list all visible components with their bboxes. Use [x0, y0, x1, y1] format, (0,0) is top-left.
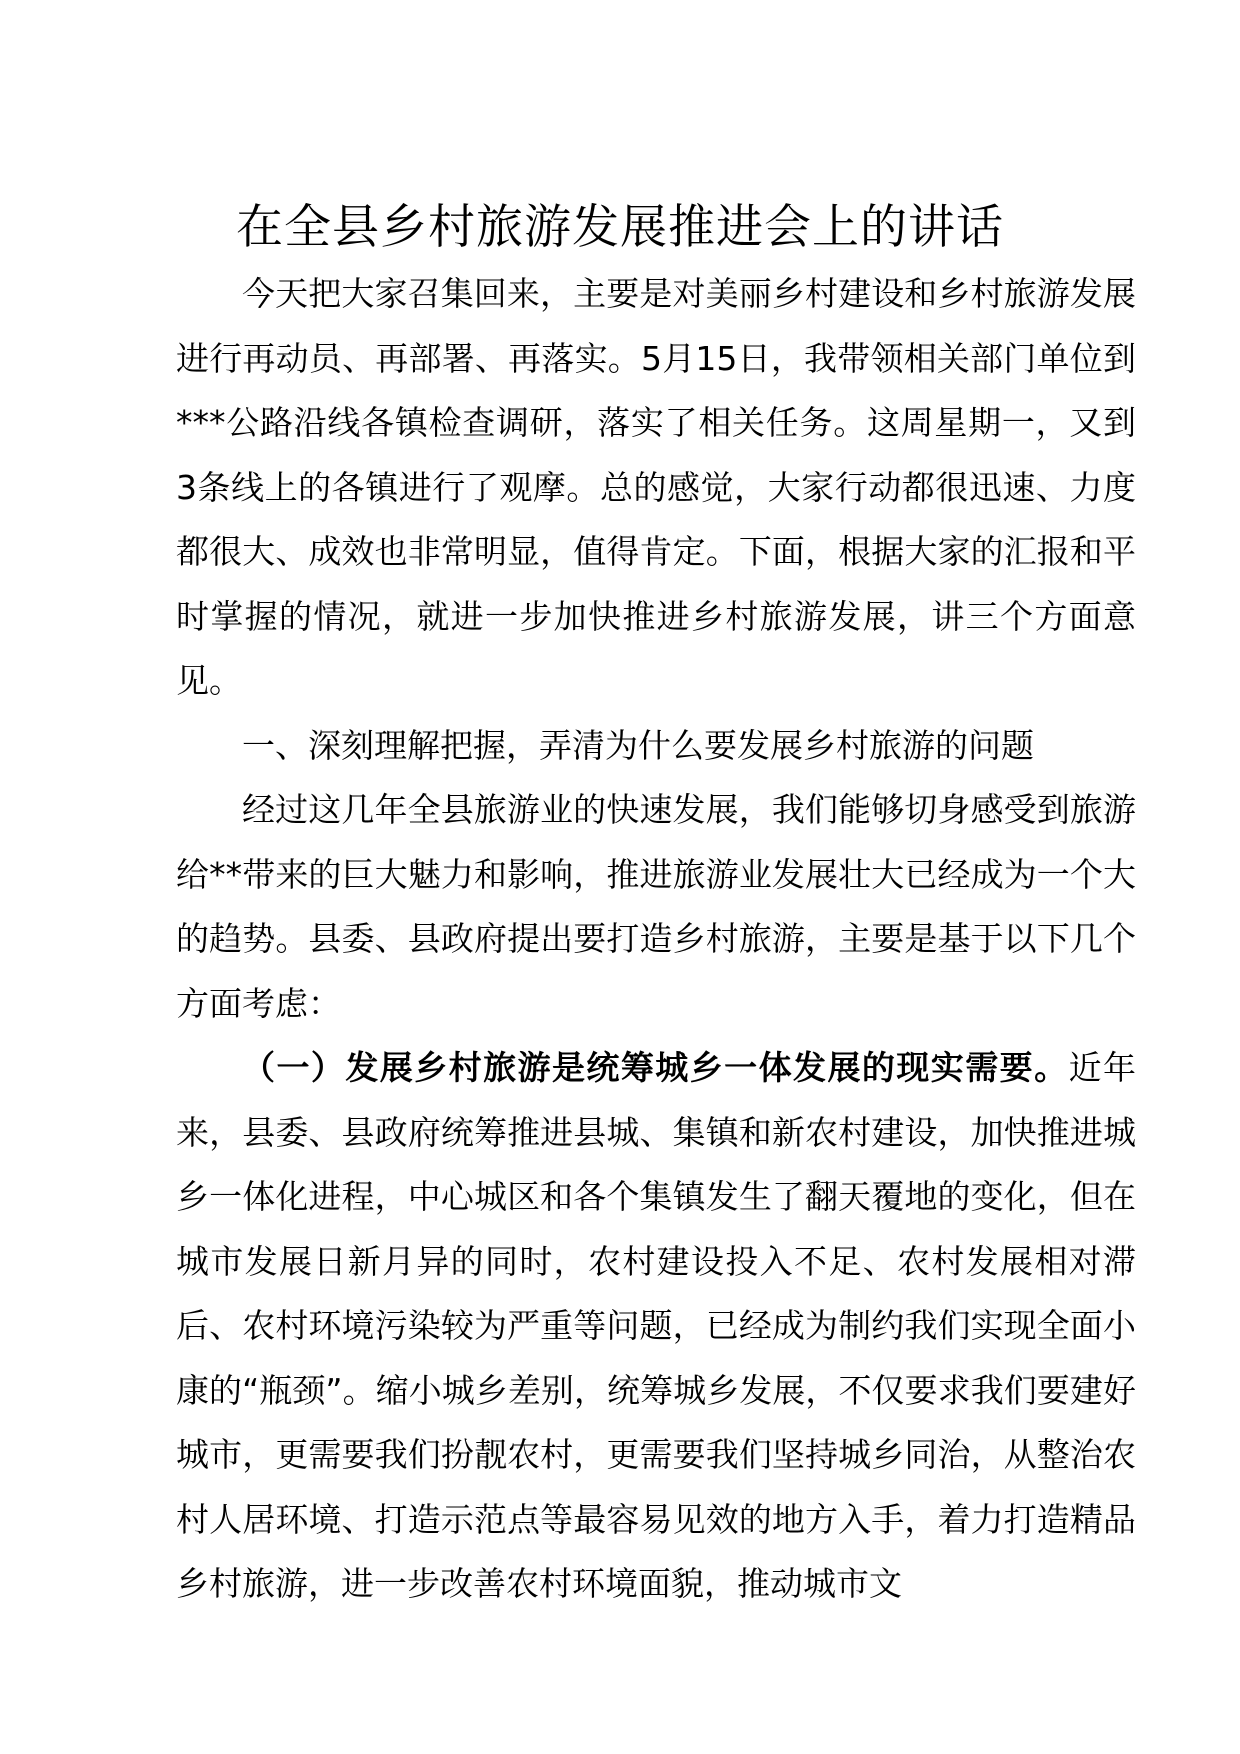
section-1-intro-paragraph: 经过这几年全县旅游业的快速发展，我们能够切身感受到旅游给**带来的巨大魅力和影响，推进旅游业发展壮大已经成为一个大的趋势。县委、县政府提出要打造乡村旅游，主要是基于以下几个方面考虑： [176, 790, 1136, 1023]
point-1-paragraph [176, 1036, 1136, 1617]
document-body [176, 262, 1136, 1617]
point-1-text: 近年来，县委、县政府统筹推进县城、集镇和新农村建设，加快推进城乡一体化进程，中心城区和各个集镇发生了翻天覆地的变化，但在城市发展日新月异的同时，农村建设投入不足、农村发展相对滞后、农村环境污染较为严重等问题，已经成为制约我们实现全面小康的“瓶颈”。缩小城乡差别，统筹城乡发展，不仅要求我们要建好城市，更需要我们扮靓农村，更需要我们坚持城乡同治，从整治农村人居环境、打造示范点等最容易见效的地方入手，着力打造精品乡村旅游，进一步改善农村环境面貌，推动城市文 [176, 1048, 1137, 1603]
intro-paragraph: 今天把大家召集回来，主要是对美丽乡村建设和乡村旅游发展进行再动员、再部署、再落实。5月15日，我带领相关部门单位到***公路沿线各镇检查调研，落实了相关任务。这周星期一，又到3条线上的各镇进行了观摩。总的感觉，大家行动都很迅速、力度都很大、成效也非常明显，值得肯定。下面，根据大家的汇报和平时掌握的情况，就进一步加快推进乡村旅游发展，讲三个方面意见。 [176, 274, 1136, 700]
section-heading-1: 一、深刻理解把握，弄清为什么要发展乡村旅游的问题 [242, 725, 1034, 765]
document-title: 在全县乡村旅游发展推进会上的讲话 [236, 200, 1004, 255]
point-1-lead: （一）发展乡村旅游是统筹城乡一体发展的现实需要。 [242, 1048, 1069, 1087]
